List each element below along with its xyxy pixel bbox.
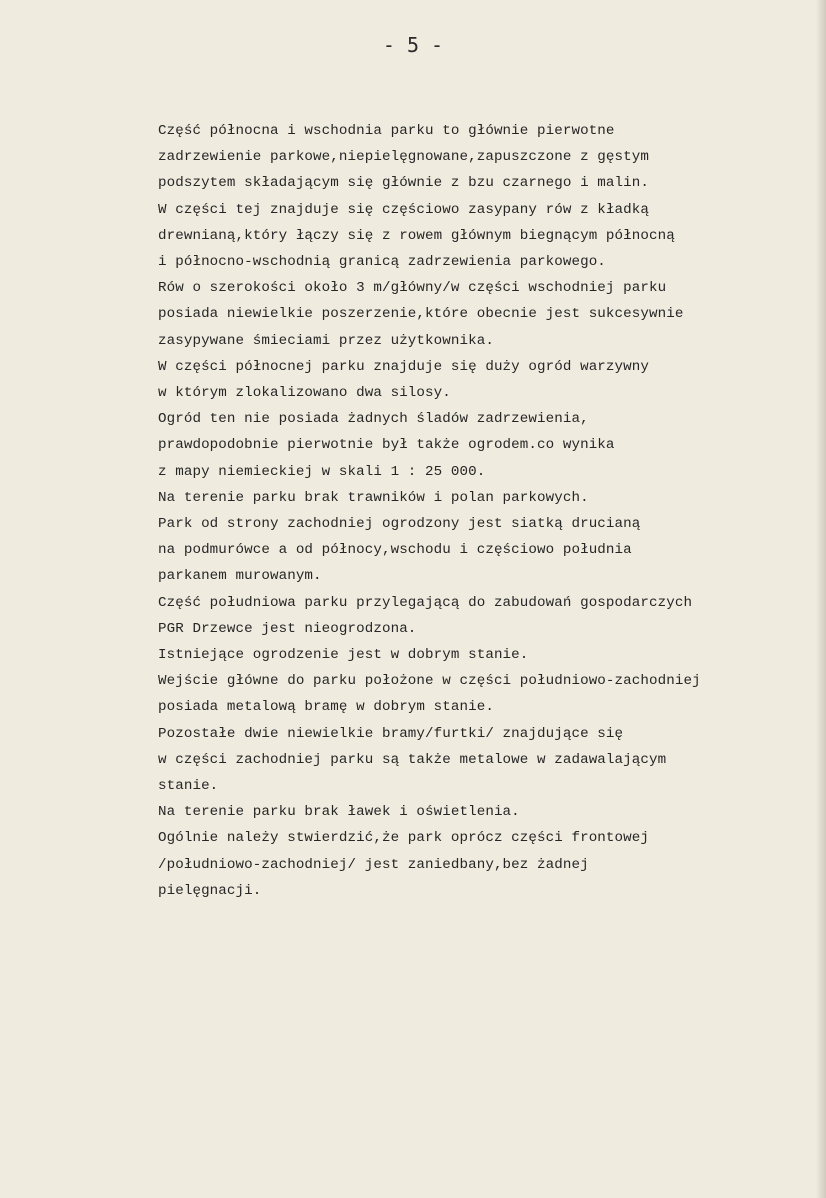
text-line: i północno-wschodnią granicą zadrzewienia parkowego.: [158, 254, 606, 271]
text-line: Część południowa parku przylegającą do zabudowań gospodarczych: [158, 594, 693, 611]
text-line: parkanem murowanym.: [158, 568, 322, 585]
text-line: podszytem składającym się głównie z bzu czarnego i malin.: [158, 175, 649, 192]
text-line: zasypywane śmieciami przez użytkownika.: [158, 332, 494, 349]
text-line: Rów o szerokości około 3 m/główny/w części wschodniej parku: [158, 280, 667, 297]
text-line: /południowo-zachodniej/ jest zaniedbany,bez żadnej: [158, 856, 589, 873]
text-line: Ogólnie należy stwierdzić,że park oprócz części frontowej: [158, 830, 649, 847]
page-number: - 5 -: [382, 33, 444, 57]
text-line: drewnianą,który łączy się z rowem głównym biegnącym północną: [158, 227, 675, 244]
text-line: pielęgnacji.: [158, 882, 262, 899]
text-line: Wejście główne do parku położone w części południowo-zachodniej: [158, 673, 701, 690]
text-line: na podmurówce a od północy,wschodu i częściowo południa: [158, 542, 632, 559]
text-line: zadrzewienie parkowe,niepielęgnowane,zapuszczone z gęstym: [158, 149, 649, 166]
text-line: PGR Drzewce jest nieogrodzona.: [158, 620, 417, 637]
text-line: stanie.: [158, 778, 219, 795]
page-edge-shadow: [816, 0, 826, 1198]
text-line: w którym zlokalizowano dwa silosy.: [158, 385, 451, 402]
text-line: Część północna i wschodnia parku to głównie pierwotne: [158, 123, 615, 139]
text-line: Pozostałe dwie niewielkie bramy/furtki/ znajdujące się: [158, 725, 624, 742]
text-line: posiada niewielkie poszerzenie,które obecnie jest sukcesywnie: [158, 306, 684, 323]
text-line: z mapy niemieckiej w skali 1 : 25 000.: [158, 463, 486, 480]
text-line: W części tej znajduje się częściowo zasypany rów z kładką: [158, 201, 649, 218]
body-text: [158, 118, 798, 904]
text-line: Na terenie parku brak ławek i oświetlenia.: [158, 804, 520, 821]
text-line: posiada metalową bramę w dobrym stanie.: [158, 699, 494, 716]
text-line: Park od strony zachodniej ogrodzony jest siatką drucianą: [158, 516, 641, 533]
text-line: Istniejące ogrodzenie jest w dobrym stanie.: [158, 647, 529, 664]
text-line: W części północnej parku znajduje się duży ogród warzywny: [158, 358, 649, 375]
text-line: prawdopodobnie pierwotnie był także ogrodem.co wynika: [158, 437, 615, 454]
text-line: w części zachodniej parku są także metalowe w zadawalającym: [158, 751, 667, 768]
text-line: Ogród ten nie posiada żadnych śladów zadrzewienia,: [158, 411, 589, 428]
text-line: Na terenie parku brak trawników i polan parkowych.: [158, 489, 589, 506]
